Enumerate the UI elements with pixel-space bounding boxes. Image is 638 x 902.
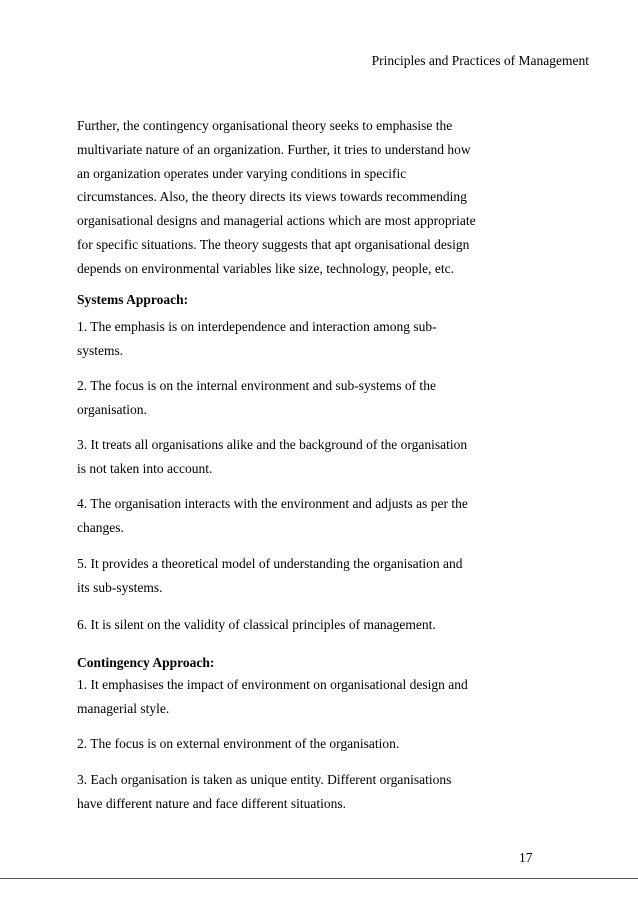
contingency-approach-heading: Contingency Approach: xyxy=(77,655,215,670)
contingency-point-1: 1. It emphasises the impact of environment on organisational design and managerial style. xyxy=(77,677,468,716)
systems-point-4: 4. The organisation interacts with the environment and adjusts as per the changes. xyxy=(77,496,468,535)
systems-point-6: 6. It is silent on the validity of classical principles of management. xyxy=(77,617,436,632)
systems-point-5: 5. It provides a theoretical model of understanding the organisation and its sub-systems. xyxy=(77,556,463,595)
page-number: 17 xyxy=(519,850,533,865)
systems-point-2: 2. The focus is on the internal environment and sub-systems of the organisation. xyxy=(77,378,436,417)
footer-rule xyxy=(0,878,638,879)
intro-paragraph: Further, the contingency organisational theory seeks to emphasise the multivariate nature of an organization. Further, it tries to understand how an organization operates under varying conditions in specific circumstances. Also, the theory directs its views towards recommending organisational designs and managerial actions which are most appropriate for specific situations. The theory suggests that apt organisational design depends on environmental variables like size, technology, people, etc. xyxy=(77,118,476,276)
contingency-point-3: 3. Each organisation is taken as unique entity. Different organisations have different nature and face different situations. xyxy=(77,772,452,811)
systems-point-3: 3. It treats all organisations alike and the background of the organisation is not taken into account. xyxy=(77,437,468,476)
systems-approach-heading: Systems Approach: xyxy=(77,292,189,307)
contingency-point-2: 2. The focus is on external environment of the organisation. xyxy=(77,736,400,751)
running-header: Principles and Practices of Management xyxy=(371,53,589,68)
systems-point-1: 1. The emphasis is on interdependence and interaction among sub- systems. xyxy=(77,319,437,358)
